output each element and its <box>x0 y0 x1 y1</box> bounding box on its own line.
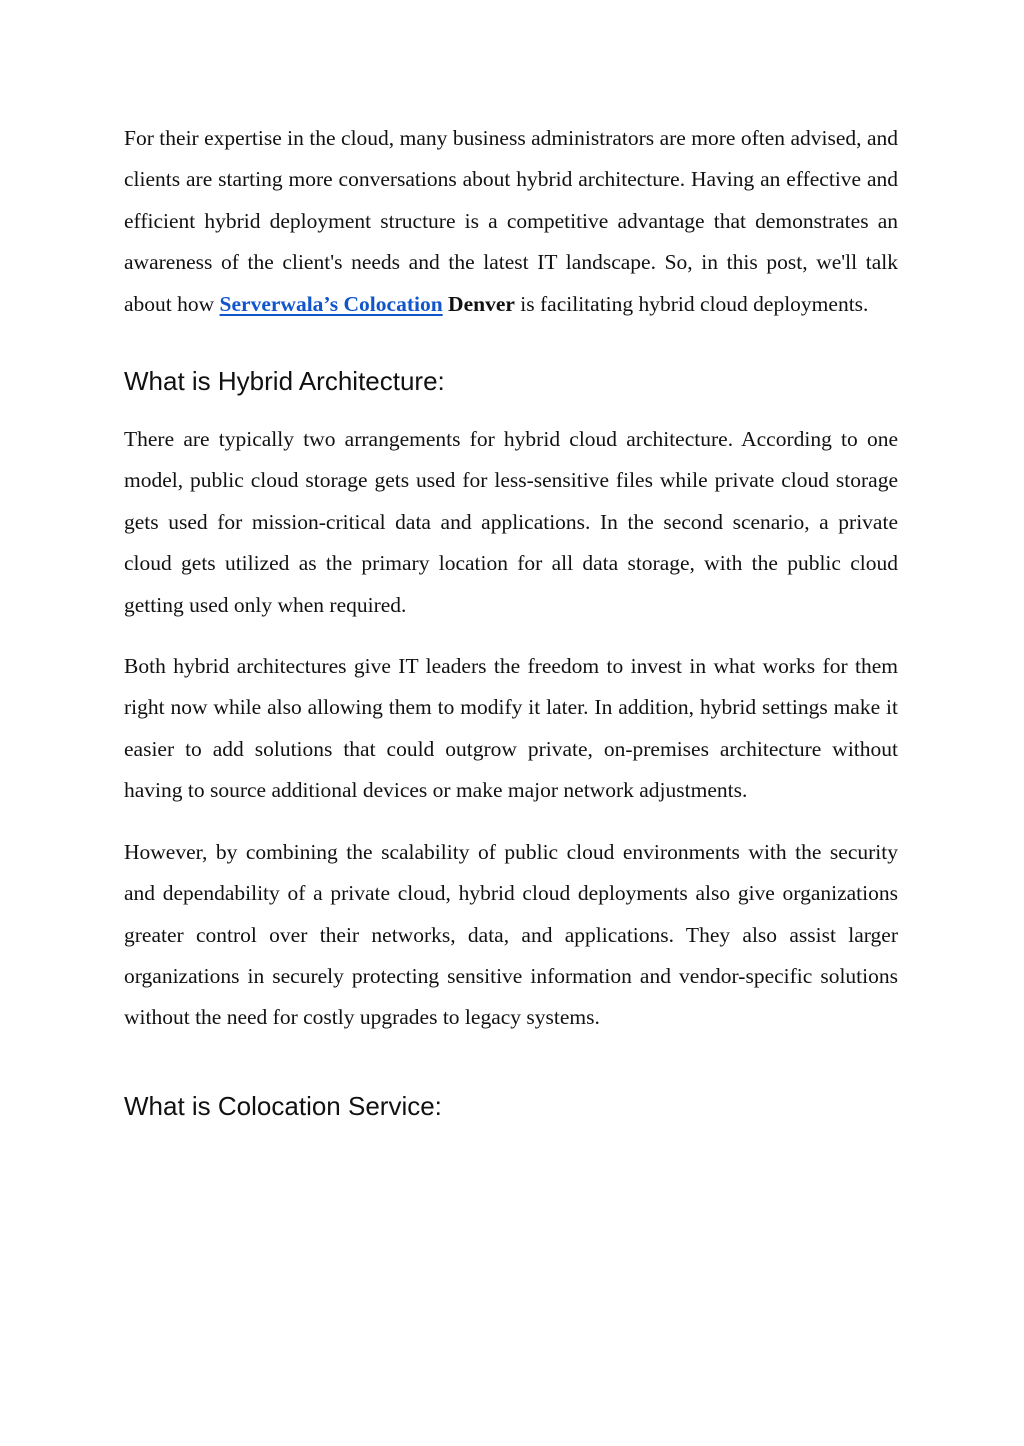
intro-paragraph <box>124 118 898 325</box>
document-page <box>124 118 898 1122</box>
hybrid-paragraph-2: Both hybrid architectures give IT leaders the freedom to invest in what works for them right now while also allowing them to modify it later. In addition, hybrid settings make it easier to add solutions that could outgrow private, on-premises architecture without having to source additional devices or make major network adjustments. <box>124 654 898 803</box>
serverwala-colocation-link[interactable]: Serverwala’s Colocation <box>219 291 443 316</box>
colocation-service-heading: What is Colocation Service: <box>124 1090 442 1121</box>
intro-text-end: is facilitating hybrid cloud deployments. <box>514 291 869 316</box>
intro-bold-text: Denver <box>448 291 515 316</box>
hybrid-paragraph-1: There are typically two arrangements for hybrid cloud architecture. According to one model, public cloud storage gets used for less-sensitive files while private cloud storage gets used for mission-critical data and applications. In the second scenario, a private cloud gets utilized as the primary location for all data storage, with the public cloud getting used only when required. <box>124 427 898 617</box>
hybrid-architecture-heading: What is Hybrid Architecture: <box>124 366 445 397</box>
hybrid-paragraph-3: However, by combining the scalability of public cloud environments with the security and dependability of a private cloud, hybrid cloud deployments also give organizations greater control over their networks, data, and applications. They also assist larger organizations in securely protecting sensitive information and vendor-specific solutions without the need for costly upgrades to legacy systems. <box>124 839 898 1030</box>
intro-text: For their expertise in the cloud, many business administrators are more often advised, and clients are starting more conversations about hybrid architecture. Having an effective and efficient hybrid deployment structure is a competitive advantage that demonstrates an awareness of the client's needs and the latest IT landscape. So, in this post, we'll talk about how <box>124 126 898 316</box>
